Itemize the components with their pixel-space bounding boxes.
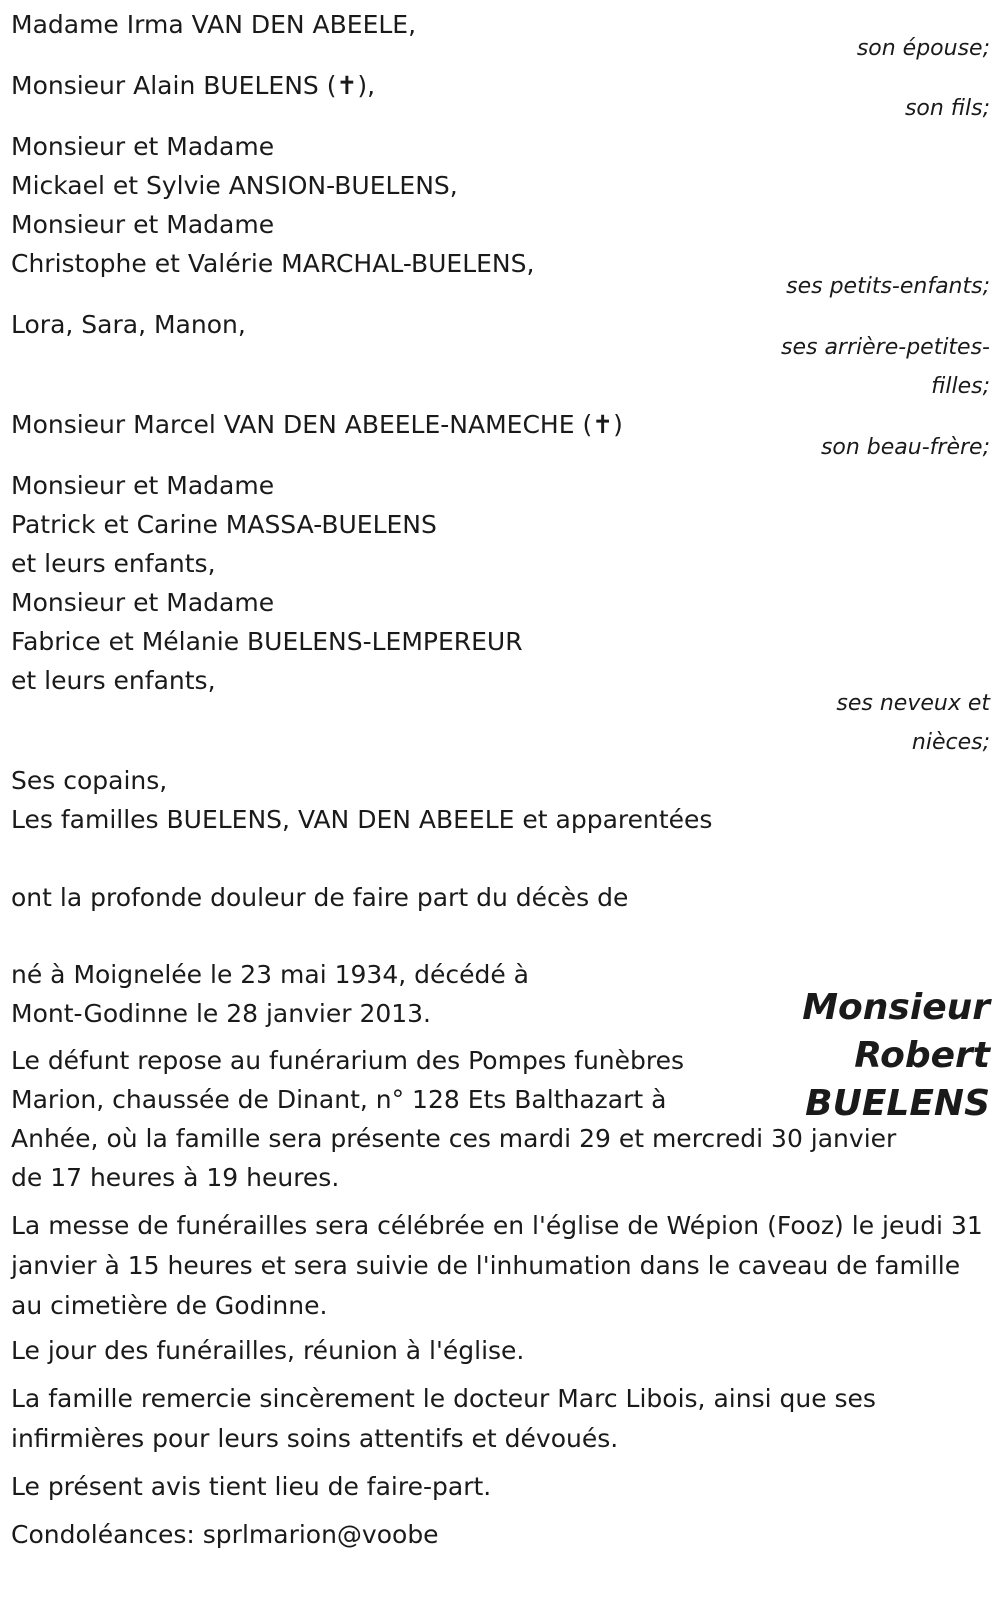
- repose-line: Anhée, où la famille sera présente ces mardi 29 et mercredi 30 janvier: [11, 1124, 897, 1153]
- nephews-line: et leurs enfants,: [11, 549, 216, 578]
- birth-death-line: né à Moignelée le 23 mai 1934, décédé à: [11, 960, 530, 989]
- mass-paragraph: La messe de funérailles sera célébrée en l'église de Wépion (Fooz) le jeudi 31 janvier à 15 heures et sera suivie de l'inhumation dans le caveau de famille au cimetière de Godinne.: [11, 1211, 983, 1320]
- deceased-name-line: Robert: [854, 1035, 990, 1076]
- notice-paragraph: Le présent avis tient lieu de faire-part.: [11, 1472, 492, 1501]
- great-grandchildren-relation: filles;: [931, 374, 990, 399]
- deceased-name: [802, 984, 990, 1128]
- friends-line: Les familles BUELENS, VAN DEN ABEELE et apparentées: [11, 805, 713, 834]
- nephews-line: Patrick et Carine MASSA-BUELENS: [11, 510, 437, 539]
- spouse-relation: son épouse;: [856, 36, 990, 61]
- nephews-line: Monsieur et Madame: [11, 471, 275, 500]
- nephews-relation: ses neveux et: [836, 691, 990, 716]
- grandchildren-line: Mickael et Sylvie ANSION-BUELENS,: [11, 171, 458, 200]
- thanks-paragraph: La famille remercie sincèrement le docteur Marc Libois, ainsi que ses infirmières pour leurs soins attentifs et dévoués.: [11, 1384, 876, 1453]
- son-name: Monsieur Alain BUELENS (✝),: [11, 71, 376, 100]
- deceased-name-line: BUELENS: [805, 1083, 990, 1124]
- announcement: ont la profonde douleur de faire part du décès de: [11, 883, 629, 912]
- great-grandchildren-relation: ses arrière-petites-: [781, 335, 990, 360]
- nephews-relation: nièces;: [911, 730, 990, 755]
- repose-line: Le défunt repose au funérarium des Pompes funèbres: [11, 1046, 685, 1075]
- nephews-line: Monsieur et Madame: [11, 588, 275, 617]
- grandchildren-line: Monsieur et Madame: [11, 210, 275, 239]
- nephews-line: Fabrice et Mélanie BUELENS-LEMPEREUR: [11, 627, 523, 656]
- grandchildren-line: Christophe et Valérie MARCHAL-BUELENS,: [11, 249, 535, 278]
- birth-death-line: Mont-Godinne le 28 janvier 2013.: [11, 999, 432, 1028]
- great-grandchildren-names: Lora, Sara, Manon,: [11, 310, 246, 339]
- condolences-line: Condoléances: sprlmarion@voobe: [11, 1520, 439, 1549]
- meeting-paragraph: Le jour des funérailles, réunion à l'église.: [11, 1336, 525, 1365]
- nephews-line: et leurs enfants,: [11, 666, 216, 695]
- grandchildren-line: Monsieur et Madame: [11, 132, 275, 161]
- repose-line: de 17 heures à 19 heures.: [11, 1163, 340, 1192]
- friends-line: Ses copains,: [11, 766, 168, 795]
- son-relation: son fils;: [904, 96, 990, 121]
- spouse-name: Madame Irma VAN DEN ABEELE,: [11, 10, 417, 39]
- brother-in-law-relation: son beau-frère;: [820, 435, 990, 460]
- brother-in-law-name: Monsieur Marcel VAN DEN ABEELE-NAMECHE (✝): [11, 410, 623, 439]
- repose-line: Marion, chaussée de Dinant, n° 128 Ets Balthazart à: [11, 1085, 667, 1114]
- deceased-name-line: Monsieur: [802, 987, 990, 1028]
- grandchildren-relation: ses petits-enfants;: [786, 274, 990, 299]
